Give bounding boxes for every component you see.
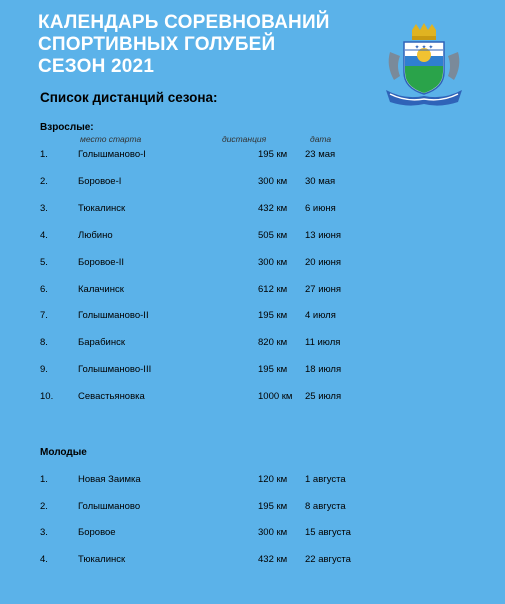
race-date: 23 мая [305,149,336,160]
distance: 1000 км [258,391,293,403]
start-place: Любино [78,229,113,241]
table-row [0,501,505,515]
start-place: Тюкалинск [78,202,126,214]
distance: 612 км [258,283,288,295]
column-header-place: место старта [80,134,142,144]
table-row [0,391,505,405]
race-date: 8 августа [305,500,346,512]
page-title [38,12,330,78]
start-place: Боровое-II [78,256,125,268]
table-row [0,554,505,568]
start-place: Голышманово-II [78,310,149,322]
row-number: 7. [40,310,48,322]
distance: 195 км [258,310,288,322]
start-place: Новая Заимка [78,474,141,485]
table-row [0,527,505,541]
race-date: 20 июня [305,256,342,268]
distance: 432 км [258,553,288,565]
row-number: 3. [40,202,48,214]
table-row [0,284,505,298]
start-place: Тюкалинск [78,553,126,565]
row-number: 5. [40,256,48,268]
table-row [0,149,505,163]
distance: 505 км [258,229,288,241]
race-date: 15 августа [305,527,351,538]
young-section-label: Молодые [40,447,87,458]
distance: 195 км [258,500,288,512]
race-date: 4 июля [305,310,336,322]
race-date: 25 июля [305,391,342,403]
race-date: 22 августа [305,553,351,565]
distance: 300 км [258,256,288,268]
start-place: Боровое [78,527,116,538]
table-row [0,474,505,488]
adults-section-label: Взрослые: [40,122,94,133]
row-number: 2. [40,500,48,512]
row-number: 1. [40,149,48,160]
distance: 820 км [258,337,288,349]
race-date: 27 июня [305,283,342,295]
race-date: 18 июля [305,364,342,376]
start-place: Боровое-I [78,175,122,187]
title-line-1: КАЛЕНДАРЬ СОРЕВНОВАНИЙ [38,12,330,33]
coat-of-arms-icon [384,22,464,108]
start-place: Калачинск [78,283,124,295]
race-date: 1 августа [305,474,346,485]
race-date: 13 июня [305,229,342,241]
row-number: 2. [40,175,48,187]
row-number: 3. [40,527,48,538]
table-row [0,364,505,378]
svg-text:✦ ✦ ✦: ✦ ✦ ✦ [414,44,434,51]
table-row [0,310,505,324]
table-row [0,230,505,244]
column-header-date: дата [310,134,332,144]
table-row [0,203,505,217]
start-place: Голышманово [78,500,141,512]
table-row [0,337,505,351]
distances-heading: Список дистанций сезона: [40,90,218,105]
row-number: 6. [40,283,48,295]
start-place: Севастьяновка [78,391,145,403]
start-place: Голышманово-III [78,364,152,376]
distance: 300 км [258,175,288,187]
distance: 195 км [258,364,288,376]
race-date: 6 июня [305,202,336,214]
start-place: Барабинск [78,337,125,349]
distance: 120 км [258,474,288,485]
row-number: 10. [40,391,54,403]
start-place: Голышманово-I [78,149,146,160]
table-row [0,176,505,190]
title-line-3: СЕЗОН 2021 [38,56,155,77]
race-date: 11 июля [305,337,341,349]
title-line-2: СПОРТИВНЫХ ГОЛУБЕЙ [38,34,276,55]
race-date: 30 мая [305,175,336,187]
row-number: 4. [40,553,48,565]
distance: 432 км [258,202,288,214]
row-number: 9. [40,364,48,376]
distance: 195 км [258,149,288,160]
row-number: 4. [40,229,48,241]
distance: 300 км [258,527,288,538]
row-number: 1. [40,474,48,485]
column-header-distance: дистанция [222,134,267,144]
row-number: 8. [40,337,48,349]
table-row [0,257,505,271]
